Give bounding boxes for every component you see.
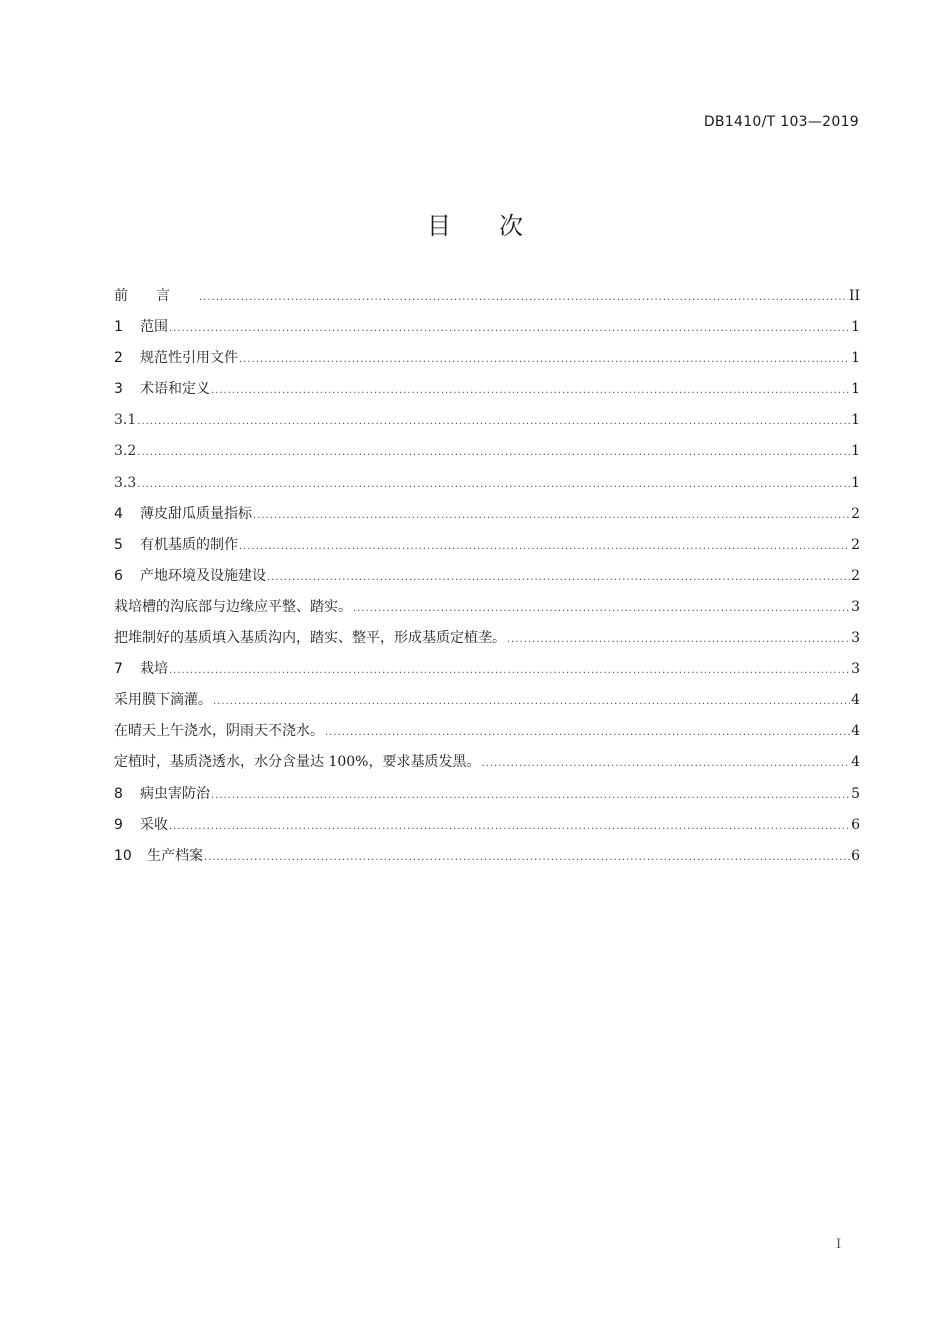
toc-dot-leader xyxy=(204,847,850,869)
toc-entry-page: 1 xyxy=(851,319,860,336)
toc-entry-title: 薄皮甜瓜质量指标 xyxy=(140,505,252,522)
toc-entry-page: 1 xyxy=(851,474,860,491)
toc-dot-leader xyxy=(353,598,850,620)
toc-dot-leader xyxy=(239,536,850,558)
toc-entry-number: 2 xyxy=(114,350,123,367)
toc-dot-leader xyxy=(211,380,850,402)
toc-entry-title: 前言 xyxy=(114,288,198,304)
toc-entry-title: 产地环境及设施建设 xyxy=(140,567,266,584)
toc-entry-number: 3.3 xyxy=(114,474,137,491)
toc-entry-page: II xyxy=(848,288,860,304)
toc-entry-number: 3.2 xyxy=(114,443,137,460)
toc-entry-page: 3 xyxy=(851,630,860,647)
toc-entry-page: 3 xyxy=(851,598,860,615)
toc-dot-leader xyxy=(239,349,850,371)
toc-entry-title: 栽培槽的沟底部与边缘应平整、踏实。 xyxy=(114,598,352,615)
toc-entry[interactable] xyxy=(114,409,860,440)
toc-dot-leader xyxy=(199,287,848,309)
toc-entry-page: 3 xyxy=(851,661,860,678)
toc-dot-leader xyxy=(137,442,850,464)
toc-entry-page: 4 xyxy=(851,692,860,709)
toc-entry-title: 在晴天上午浇水，阴雨天不浇水。 xyxy=(114,723,324,740)
toc-entry-number: 1 xyxy=(114,319,123,336)
toc-entry[interactable] xyxy=(114,627,860,658)
toc-entry[interactable] xyxy=(114,378,860,409)
toc-dot-leader xyxy=(325,722,850,744)
toc-entry-number: 5 xyxy=(114,536,123,553)
toc-entry-number: 10 xyxy=(114,847,132,864)
toc-dot-leader xyxy=(137,474,850,496)
toc-entry[interactable] xyxy=(114,347,860,378)
toc-entry-number: 3 xyxy=(114,381,123,398)
toc-entry-page: 2 xyxy=(851,505,860,522)
toc-dot-leader xyxy=(211,785,850,807)
toc-entry-number: 6 xyxy=(114,567,123,584)
toc-entry[interactable] xyxy=(114,565,860,596)
toc-dot-leader xyxy=(169,318,850,340)
toc-entry[interactable] xyxy=(114,472,860,503)
toc-entry[interactable] xyxy=(114,658,860,689)
toc-entry-page: 6 xyxy=(851,816,860,833)
toc-entry-title: 采用膜下滴灌。 xyxy=(114,692,212,709)
toc-entry[interactable] xyxy=(114,720,860,751)
toc-entry[interactable] xyxy=(114,845,860,876)
toc-entry-title: 病虫害防治 xyxy=(140,785,210,802)
table-of-contents xyxy=(114,285,860,876)
toc-entry-page: 4 xyxy=(851,723,860,740)
toc-entry-title: 有机基质的制作 xyxy=(140,536,238,553)
toc-dot-leader xyxy=(267,567,850,589)
toc-entry-page: 1 xyxy=(851,443,860,460)
toc-entry-page: 1 xyxy=(851,412,860,429)
document-code: DB1410/T 103—2019 xyxy=(703,114,859,130)
toc-dot-leader xyxy=(137,411,850,433)
toc-entry-page: 2 xyxy=(851,567,860,584)
toc-entry-page: 4 xyxy=(851,754,860,771)
toc-entry-number: 9 xyxy=(114,816,123,833)
toc-dot-leader xyxy=(169,660,850,682)
toc-entry-page: 1 xyxy=(851,350,860,367)
toc-entry[interactable] xyxy=(114,783,860,814)
toc-title: 目次 xyxy=(427,212,571,240)
toc-entry-title: 范围 xyxy=(140,319,168,336)
toc-dot-leader xyxy=(213,691,850,713)
toc-entry-number: 7 xyxy=(114,661,123,678)
toc-entry-title: 把堆制好的基质填入基质沟内，踏实、整平，形成基质定植垄。 xyxy=(114,630,506,647)
toc-entry[interactable] xyxy=(114,751,860,782)
toc-entry[interactable] xyxy=(114,534,860,565)
toc-entry[interactable] xyxy=(114,285,860,316)
toc-entry-page: 1 xyxy=(851,381,860,398)
toc-entry[interactable] xyxy=(114,689,860,720)
toc-entry-title: 规范性引用文件 xyxy=(140,350,238,367)
toc-dot-leader xyxy=(253,505,850,527)
toc-entry-title: 生产档案 xyxy=(147,847,203,864)
toc-entry-page: 5 xyxy=(851,785,860,802)
page-number: I xyxy=(836,1237,842,1252)
toc-entry-page: 2 xyxy=(851,536,860,553)
toc-entry[interactable] xyxy=(114,503,860,534)
toc-entry-title: 术语和定义 xyxy=(140,381,210,398)
toc-entry-page: 6 xyxy=(851,847,860,864)
toc-entry-number: 3.1 xyxy=(114,412,137,429)
toc-entry[interactable] xyxy=(114,316,860,347)
toc-entry-number: 8 xyxy=(114,785,123,802)
toc-entry[interactable] xyxy=(114,596,860,627)
toc-entry-title: 采收 xyxy=(140,816,168,833)
toc-dot-leader xyxy=(169,816,850,838)
toc-entry-title: 定植时，基质浇透水，水分含量达 100%，要求基质发黑。 xyxy=(114,754,481,771)
toc-dot-leader xyxy=(481,753,850,775)
toc-entry-number: 4 xyxy=(114,505,123,522)
toc-entry[interactable] xyxy=(114,814,860,845)
toc-entry[interactable] xyxy=(114,440,860,471)
toc-dot-leader xyxy=(507,629,850,651)
toc-entry-title: 栽培 xyxy=(140,661,168,678)
